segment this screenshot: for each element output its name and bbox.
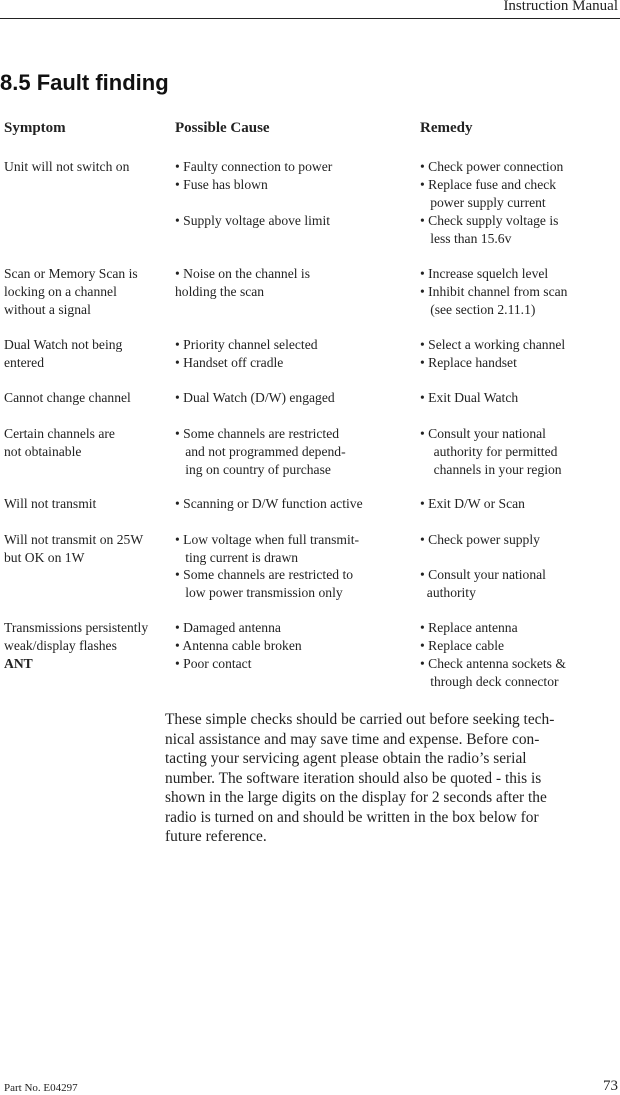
cause-item: • Some channels are restricted to low power transmission only: [175, 567, 354, 600]
cause-item: • Poor contact: [175, 656, 252, 671]
cause-item: • Supply voltage above limit: [175, 213, 331, 228]
cause-item: • Damaged antenna: [175, 620, 281, 635]
section-title: 8.5 Fault finding: [0, 70, 169, 95]
cause-item: • Priority channel selected: [175, 337, 318, 352]
part-number: Part No. E04297: [4, 1082, 78, 1094]
cause-column-header: Possible Cause: [175, 120, 270, 136]
running-head: Instruction Manual: [503, 0, 618, 14]
remedy-item: • Check power connection: [420, 159, 564, 174]
remedy-item: • Inhibit channel from scan (see section 2.11.1): [420, 284, 568, 317]
remedy-item: • Check power supply: [420, 532, 540, 547]
cause-item: • Low voltage when full transmit- ting current is drawn: [175, 532, 360, 565]
symptom-cell: Unit will not switch on: [4, 159, 130, 174]
cause-item: • Noise on the channel is holding the scan: [175, 266, 311, 299]
cause-item: • Handset off cradle: [175, 355, 284, 370]
symptom-cell: Will not transmit: [4, 496, 97, 511]
cause-item: • Scanning or D/W function active: [175, 496, 363, 511]
symptom-cell: Certain channels are not obtainable: [4, 426, 115, 459]
cause-item: • Some channels are restricted and not programmed depend- ing on country of purchase: [175, 426, 346, 477]
cause-item: • Fuse has blown: [175, 177, 268, 192]
note-line: tacting your servicing agent please obtain the radio’s serial: [165, 750, 527, 767]
remedy-item: • Replace cable: [420, 638, 505, 653]
symptom-cell: Will not transmit on 25W but OK on 1W: [4, 532, 144, 565]
symptom-cell: Scan or Memory Scan is locking on a channel without a signal: [4, 266, 138, 317]
note-line: future reference.: [165, 828, 267, 845]
note-line: radio is turned on and should be written in the box below for: [165, 808, 539, 826]
cause-item: • Faulty connection to power: [175, 159, 333, 174]
page-number: 73: [603, 1078, 618, 1094]
note-line: number. The software iteration should also be quoted - this is: [165, 769, 542, 787]
remedy-item: • Increase squelch level: [420, 266, 549, 281]
remedy-item: • Consult your national authority for permitted channels in your region: [420, 426, 562, 477]
note-line: nical assistance and may save time and expense. Before con-: [165, 730, 540, 748]
symptom-cell: Transmissions persistently weak/display flashes: [4, 620, 149, 653]
note-line: shown in the large digits on the display for 2 seconds after the: [165, 789, 547, 806]
remedy-item: • Select a working channel: [420, 337, 566, 352]
symptom-bold-label: ANT: [4, 656, 33, 671]
symptom-cell: Cannot change channel: [4, 390, 131, 405]
remedy-item: • Check supply voltage is less than 15.6v: [420, 213, 559, 246]
note-paragraph: [165, 710, 617, 847]
remedy-item: • Consult your national authority: [420, 567, 546, 600]
remedy-item: • Exit Dual Watch: [420, 390, 519, 405]
remedy-item: • Replace fuse and check power supply current: [420, 177, 557, 210]
remedy-column-header: Remedy: [420, 120, 473, 136]
remedy-item: • Check antenna sockets & through deck connector: [420, 656, 566, 689]
remedy-item: • Replace handset: [420, 355, 517, 370]
header-rule: [0, 18, 620, 19]
cause-item: • Antenna cable broken: [175, 638, 302, 653]
note-line: These simple checks should be carried out before seeking tech-: [165, 711, 555, 728]
remedy-item: • Exit D/W or Scan: [420, 496, 525, 511]
cause-item: • Dual Watch (D/W) engaged: [175, 390, 335, 405]
remedy-item: • Replace antenna: [420, 620, 518, 635]
symptom-cell: Dual Watch not being entered: [4, 337, 123, 370]
symptom-column-header: Symptom: [4, 120, 66, 136]
